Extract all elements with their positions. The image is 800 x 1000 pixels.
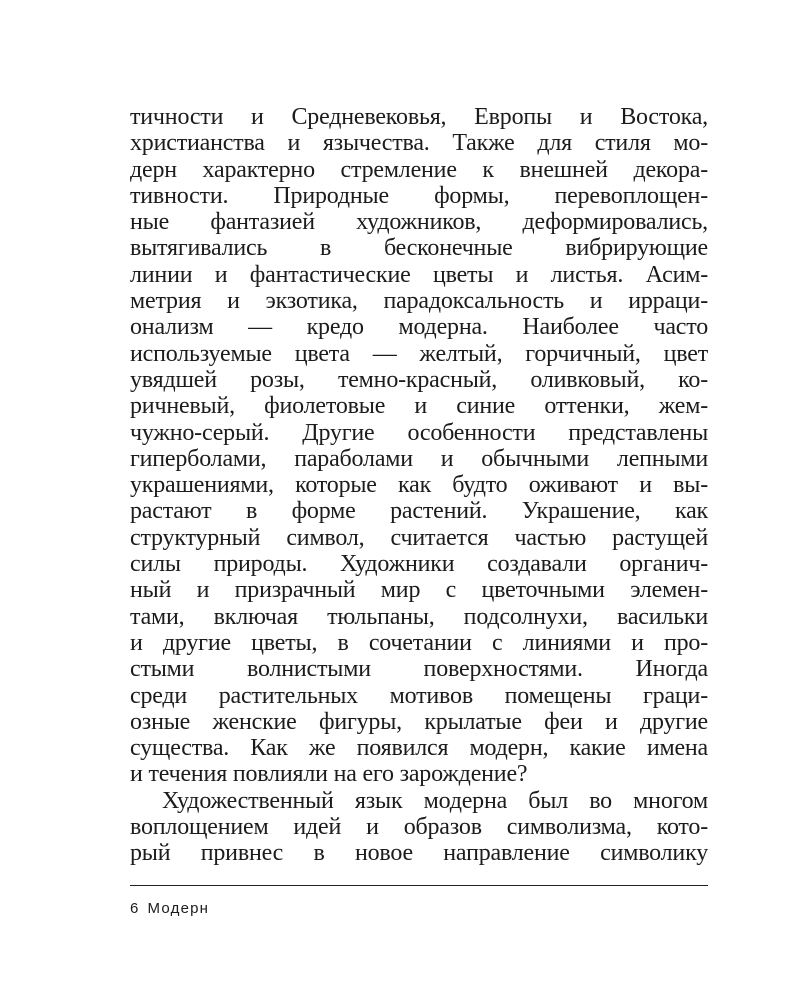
- text-line-7: линии и фантастические цветы и листья. Асим-: [130, 261, 708, 288]
- text-line-11: увядшей розы, темно-красный, оливковый, ко-: [130, 366, 708, 393]
- text-line-18: силы природы. Художники создавали органич-: [130, 551, 708, 578]
- running-title: Модерн: [147, 900, 210, 917]
- text-line-8: метрия и экзотика, парадоксальность и ирраци-: [130, 288, 708, 315]
- body-text: [130, 104, 708, 867]
- page-footer: [130, 900, 209, 917]
- text-line-4: тивности. Природные формы, перевоплощен-: [130, 182, 708, 209]
- footer-divider: [130, 885, 708, 886]
- text-line-20: тами, включая тюльпаны, подсолнухи, васильки: [130, 603, 708, 630]
- text-line-5: ные фантазией художников, деформировались,: [130, 209, 708, 236]
- text-line-17: структурный символ, считается частью растущей: [130, 524, 708, 551]
- text-line-15: украшениями, которые как будто оживают и вы-: [130, 472, 708, 499]
- text-line-13: чужно-серый. Другие особенности представлены: [130, 419, 708, 446]
- text-line-2: христианства и язычества. Также для стиля мо-: [130, 130, 708, 157]
- text-line-3: дерн характерно стремление к внешней декора-: [130, 156, 708, 183]
- text-line-25: существа. Как же появился модерн, какие имена: [130, 735, 708, 762]
- text-line-19: ный и призрачный мир с цветочными элемен-: [130, 577, 708, 604]
- text-line-22: стыми волнистыми поверхностями. Иногда: [130, 656, 708, 683]
- text-line-27: Художественный язык модерна был во многом: [162, 787, 708, 814]
- text-line-24: озные женские фигуры, крылатые феи и другие: [130, 708, 708, 735]
- text-line-21: и другие цветы, в сочетании с линиями и про-: [130, 629, 708, 656]
- text-line-23: среди растительных мотивов помещены граци-: [130, 682, 708, 709]
- text-line-6: вытягивались в бесконечные вибрирующие: [130, 235, 708, 262]
- text-line-12: ричневый, фиолетовые и синие оттенки, жем-: [130, 393, 708, 420]
- text-line-26: и течения повлияли на его зарождение?: [130, 761, 528, 788]
- text-line-28: воплощением идей и образов символизма, кото-: [130, 814, 708, 841]
- text-line-1: тичности и Средневековья, Европы и Востока,: [130, 104, 708, 130]
- text-line-16: растают в форме растений. Украшение, как: [130, 498, 708, 525]
- page-number: 6: [130, 900, 140, 917]
- text-line-29: рый привнес в новое направление символику: [130, 840, 708, 867]
- text-line-14: гиперболами, параболами и обычными лепными: [130, 445, 708, 472]
- text-line-10: используемые цвета — желтый, горчичный, цвет: [130, 340, 708, 367]
- text-line-9: онализм — кредо модерна. Наиболее часто: [130, 314, 708, 341]
